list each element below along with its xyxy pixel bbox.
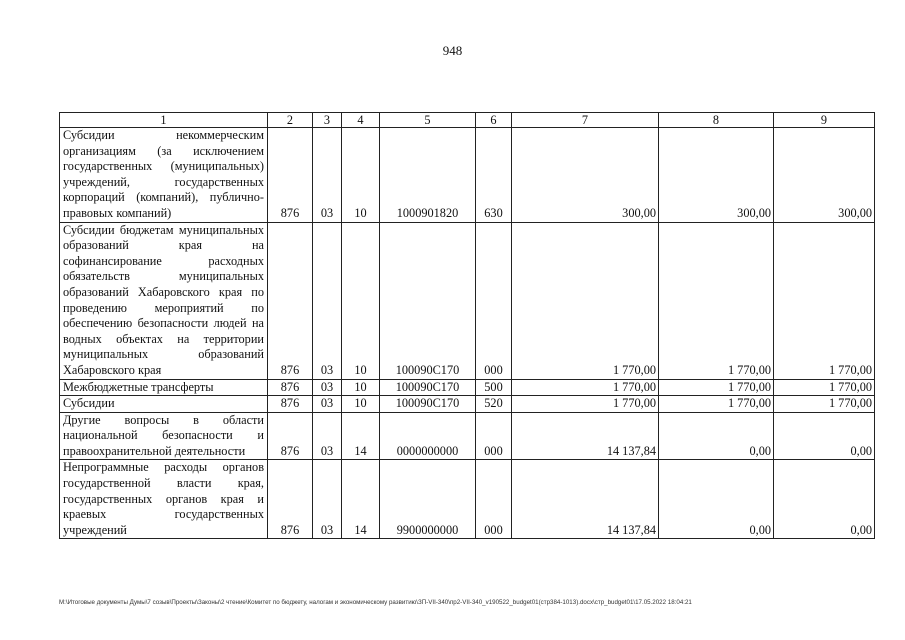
cell-amount-col9: 0,00 bbox=[774, 412, 875, 460]
cell-section: 03 bbox=[313, 396, 342, 413]
table-row bbox=[60, 412, 875, 460]
cell-section: 03 bbox=[313, 222, 342, 379]
column-header: 3 bbox=[313, 113, 342, 128]
cell-expense-type: 630 bbox=[476, 128, 512, 223]
cell-expense-type: 520 bbox=[476, 396, 512, 413]
row-name: Субсидии бюджетам муниципальных образований края на софинансирование расходных обязательств муниципальных образований Хабаровского края по проведению мероприятий по обеспечению безопасности людей на водных объектах на территории муниципальных образований Хабаровского края bbox=[60, 222, 268, 379]
cell-amount-col7: 1 770,00 bbox=[512, 379, 659, 396]
page-number: 948 bbox=[442, 43, 463, 58]
column-header: 7 bbox=[512, 113, 659, 128]
cell-amount-col9: 1 770,00 bbox=[774, 396, 875, 413]
cell-target-article: 100090С170 bbox=[380, 379, 476, 396]
cell-expense-type: 000 bbox=[476, 412, 512, 460]
cell-amount-col9: 300,00 bbox=[774, 128, 875, 223]
row-name: Субсидии некоммерческим организациям (за исключением государственных (муниципальных) учреждений, государственных корпораций (компаний), публично-правовых компаний) bbox=[60, 128, 268, 223]
cell-ministry-code: 876 bbox=[268, 412, 313, 460]
cell-section: 03 bbox=[313, 379, 342, 396]
table-row bbox=[60, 379, 875, 396]
cell-amount-col8: 1 770,00 bbox=[659, 379, 774, 396]
cell-amount-col7: 300,00 bbox=[512, 128, 659, 223]
cell-subsection: 10 bbox=[342, 379, 380, 396]
column-header: 1 bbox=[60, 113, 268, 128]
cell-amount-col8: 0,00 bbox=[659, 460, 774, 539]
cell-subsection: 10 bbox=[342, 128, 380, 223]
row-name: Межбюджетные трансферты bbox=[60, 379, 268, 396]
cell-amount-col8: 0,00 bbox=[659, 412, 774, 460]
table-header-row bbox=[60, 113, 875, 128]
cell-amount-col8: 300,00 bbox=[659, 128, 774, 223]
column-header: 4 bbox=[342, 113, 380, 128]
cell-target-article: 9900000000 bbox=[380, 460, 476, 539]
cell-amount-col7: 1 770,00 bbox=[512, 222, 659, 379]
cell-expense-type: 500 bbox=[476, 379, 512, 396]
table-row bbox=[60, 460, 875, 539]
column-header: 9 bbox=[774, 113, 875, 128]
column-header: 5 bbox=[380, 113, 476, 128]
cell-amount-col9: 1 770,00 bbox=[774, 222, 875, 379]
column-header: 8 bbox=[659, 113, 774, 128]
cell-target-article: 1000901820 bbox=[380, 128, 476, 223]
cell-subsection: 14 bbox=[342, 460, 380, 539]
table-row bbox=[60, 128, 875, 223]
cell-subsection: 10 bbox=[342, 396, 380, 413]
row-name: Непрограммные расходы органов государственной власти края, государственных органов края и краевых государственных учреждений bbox=[60, 460, 268, 539]
cell-ministry-code: 876 bbox=[268, 379, 313, 396]
row-name: Субсидии bbox=[60, 396, 268, 413]
document-file-path: M:\Итоговые документы Думы\7 созыв\Проекты\Законы\2 чтение\Комитет по бюджету, налогам и экономическому развитию\ЗП-VII-340\пр2-VII-340_v190522_budget01(стр384-1013).docx\стр_budget01\17.05.2022 18:04:21 bbox=[59, 599, 692, 606]
cell-section: 03 bbox=[313, 128, 342, 223]
row-name: Другие вопросы в области национальной безопасности и правоохранительной деятельности bbox=[60, 412, 268, 460]
cell-ministry-code: 876 bbox=[268, 222, 313, 379]
cell-amount-col7: 14 137,84 bbox=[512, 412, 659, 460]
cell-target-article: 100090С170 bbox=[380, 396, 476, 413]
cell-amount-col8: 1 770,00 bbox=[659, 396, 774, 413]
table-row bbox=[60, 396, 875, 413]
cell-target-article: 0000000000 bbox=[380, 412, 476, 460]
cell-amount-col8: 1 770,00 bbox=[659, 222, 774, 379]
table-row bbox=[60, 222, 875, 379]
column-header: 2 bbox=[268, 113, 313, 128]
cell-subsection: 10 bbox=[342, 222, 380, 379]
cell-subsection: 14 bbox=[342, 412, 380, 460]
cell-ministry-code: 876 bbox=[268, 396, 313, 413]
column-header: 6 bbox=[476, 113, 512, 128]
cell-section: 03 bbox=[313, 412, 342, 460]
cell-expense-type: 000 bbox=[476, 222, 512, 379]
cell-ministry-code: 876 bbox=[268, 128, 313, 223]
cell-ministry-code: 876 bbox=[268, 460, 313, 539]
cell-expense-type: 000 bbox=[476, 460, 512, 539]
cell-amount-col9: 1 770,00 bbox=[774, 379, 875, 396]
cell-amount-col7: 1 770,00 bbox=[512, 396, 659, 413]
budget-table bbox=[59, 112, 875, 539]
cell-amount-col7: 14 137,84 bbox=[512, 460, 659, 539]
cell-amount-col9: 0,00 bbox=[774, 460, 875, 539]
cell-section: 03 bbox=[313, 460, 342, 539]
cell-target-article: 100090С170 bbox=[380, 222, 476, 379]
